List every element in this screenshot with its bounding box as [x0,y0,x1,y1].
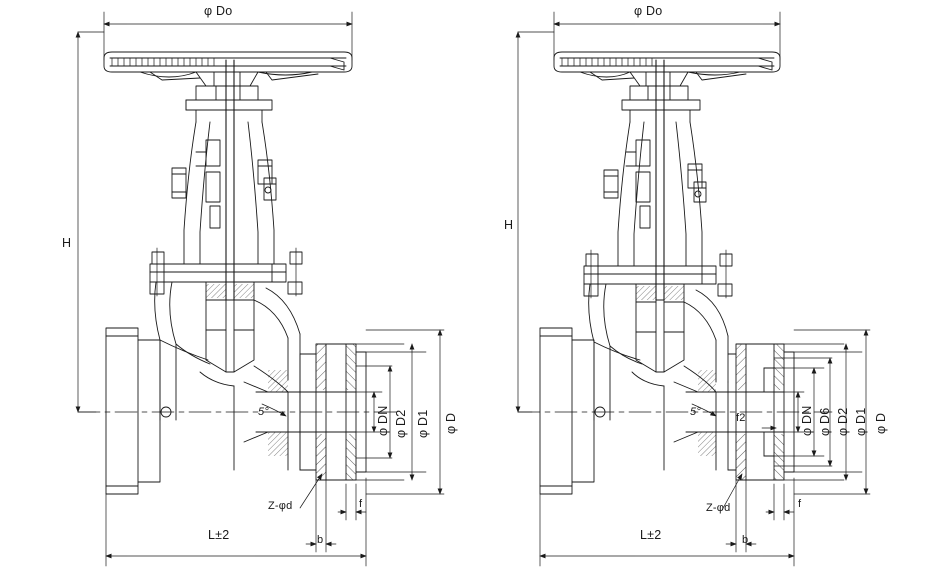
right-label-l: L±2 [640,528,662,542]
left-label-h: H [62,236,72,250]
left-label-f: f [359,498,363,510]
left-valve-view [78,12,448,566]
right-valve-body [589,284,728,420]
left-valve-body [155,282,300,420]
right-stem [656,60,664,300]
right-label-d6: φ D6 [818,407,832,436]
left-label-d1: φ D1 [416,409,430,438]
left-label-z-phi-d: Z-φd [268,500,293,512]
right-label-d1: φ D1 [854,407,868,436]
left-label-l: L±2 [208,528,230,542]
left-label-b: b [317,534,324,546]
right-yoke-top [622,86,700,122]
left-end-flange [106,328,171,494]
left-label-do: φ Do [204,4,233,18]
right-yoke [618,122,702,266]
right-end-flange [540,328,605,494]
right-label-h: H [504,218,514,232]
left-label-dn: φ DN [376,405,390,436]
right-label-b: b [742,534,749,546]
right-bonnet-flange [584,250,732,298]
left-label-angle: 5° [258,406,269,418]
right-label-do: φ Do [634,4,663,18]
right-label-d: φ D [874,412,888,434]
left-yoke [184,122,274,264]
right-handwheel [554,52,780,86]
right-label-z-phi-d: Z-φd [706,502,731,514]
right-valve-view [518,12,870,566]
right-label-f2: f2 [736,412,746,424]
right-label-dn: φ DN [800,405,814,436]
right-label-angle: 5° [690,406,701,418]
left-yoke-top [186,86,272,122]
right-label-d2: φ D2 [836,407,850,436]
left-label-d: φ D [444,412,458,434]
left-handwheel [104,52,352,86]
right-label-f: f [798,498,802,510]
left-label-d2: φ D2 [394,409,408,438]
